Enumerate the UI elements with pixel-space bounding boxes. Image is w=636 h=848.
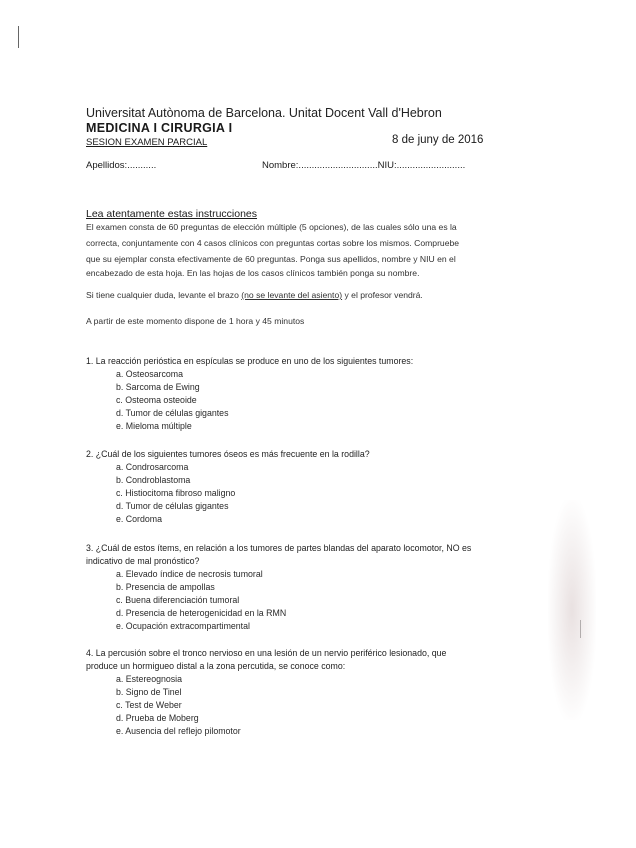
- question-3-cont: indicativo de mal pronóstico?: [86, 556, 200, 566]
- option-3b: b. Presencia de ampollas: [116, 582, 215, 592]
- university-name: Universitat Autònoma de Barcelona. Unitat Docent Vall d'Hebron: [86, 106, 442, 120]
- question-2: 2. ¿Cuál de los siguientes tumores óseos es más frecuente en la rodilla?: [86, 449, 370, 459]
- option-1d: d. Tumor de células gigantes: [116, 408, 229, 418]
- option-2b: b. Condroblastoma: [116, 475, 191, 485]
- question-4-cont: produce un hormigueo distal a la zona percutida, se conoce como:: [86, 661, 346, 671]
- scan-mark: [18, 26, 19, 48]
- option-1e: e. Mieloma múltiple: [116, 421, 192, 431]
- option-2e: e. Cordoma: [116, 514, 162, 524]
- option-2a: a. Condrosarcoma: [116, 462, 189, 472]
- option-4c: c. Test de Weber: [116, 700, 182, 710]
- instruction-line: correcta, conjuntamente con 4 casos clínicos con preguntas cortas sobre los mismos. Compruebe: [86, 238, 460, 248]
- doubt-suffix: y el profesor vendrá.: [342, 290, 423, 300]
- instruction-line: encabezado de esta hoja. En las hojas de los casos clínicos también ponga su nombre.: [86, 268, 420, 278]
- doubt-instruction: [86, 290, 423, 300]
- instructions-title: Lea atentamente estas instrucciones: [86, 208, 258, 220]
- instruction-line: que su ejemplar consta efectivamente de 60 preguntas. Ponga sus apellidos, nombre y NIU en el: [86, 254, 456, 264]
- option-4d: d. Prueba de Moberg: [116, 713, 199, 723]
- time-limit: A partir de este momento dispone de 1 hora y 45 minutos: [86, 316, 305, 326]
- option-2d: d. Tumor de células gigantes: [116, 501, 229, 511]
- name-niu-field[interactable]: Nombre:..............................NIU:..........................: [262, 160, 466, 171]
- surname-field[interactable]: Apellidos:...........: [86, 160, 157, 171]
- question-3: 3. ¿Cuál de estos ítems, en relación a los tumores de partes blandas del aparato locomotor, NO es: [86, 543, 472, 553]
- option-3a: a. Elevado índice de necrosis tumoral: [116, 569, 263, 579]
- doubt-prefix: Si tiene cualquier duda, levante el brazo: [86, 290, 242, 300]
- subject-title: MEDICINA I CIRURGIA I: [86, 121, 233, 135]
- scan-smudge: [548, 500, 596, 720]
- option-4b: b. Signo de Tinel: [116, 687, 182, 697]
- instruction-line: El examen consta de 60 preguntas de elección múltiple (5 opciones), de las cuales sólo una es la: [86, 222, 457, 232]
- option-3c: c. Buena diferenciación tumoral: [116, 595, 240, 605]
- option-2c: c. Histiocitoma fibroso maligno: [116, 488, 236, 498]
- option-3e: e. Ocupación extracompartimental: [116, 621, 250, 631]
- session-title: SESION EXAMEN PARCIAL: [86, 137, 208, 148]
- option-4e: e. Ausencia del reflejo pilomotor: [116, 726, 241, 736]
- option-4a: a. Estereognosia: [116, 674, 183, 684]
- option-1c: c. Osteoma osteoide: [116, 395, 197, 405]
- option-1a: a. Osteosarcoma: [116, 369, 183, 379]
- question-4: 4. La percusión sobre el tronco nervioso en una lesión de un nervio periférico lesionado, que: [86, 648, 447, 658]
- doubt-underlined: (no se levante del asiento): [241, 290, 343, 300]
- option-3d: d. Presencia de heterogenicidad en la RMN: [116, 608, 287, 618]
- option-1b: b. Sarcoma de Ewing: [116, 382, 200, 392]
- exam-date: 8 de juny de 2016: [392, 134, 484, 146]
- question-1: 1. La reacción perióstica en espículas se produce en uno de los siguientes tumores:: [86, 356, 414, 366]
